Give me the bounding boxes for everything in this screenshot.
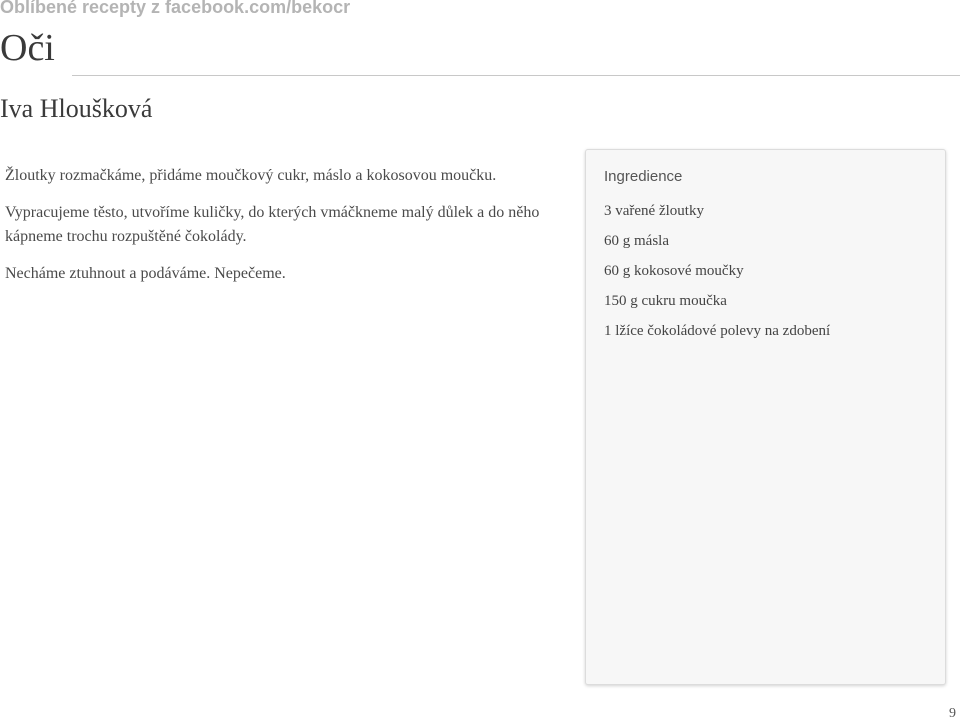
ingredients-list (604, 201, 830, 351)
instructions (5, 164, 570, 299)
page-number: 9 (949, 706, 956, 721)
instruction-paragraph: Žloutky rozmačkáme, přidáme moučkový cukr, máslo a kokosovou moučku. (5, 167, 497, 184)
ingredients-panel (585, 149, 946, 685)
ingredients-heading: Ingredience (604, 168, 683, 185)
ingredient-item: 60 g másla (604, 233, 669, 249)
instruction-paragraph: Vypracujeme těsto, utvoříme kuličky, do kterých vmáčkneme malý důlek a do něho kápneme trochu rozpuštěné čokolády. (5, 204, 540, 245)
ingredient-item: 60 g kokosové moučky (604, 263, 744, 279)
instruction-paragraph: Necháme ztuhnout a podáváme. Nepečeme. (5, 265, 286, 282)
book-title: Oblíbené recepty z facebook.com/bekocr (0, 0, 351, 17)
title-divider (72, 75, 960, 76)
recipe-author: Iva Hloušková (0, 94, 153, 123)
ingredient-item: 1 lžíce čokoládové polevy na zdobení (604, 323, 831, 339)
recipe-title: Oči (0, 27, 55, 69)
ingredient-item: 150 g cukru moučka (604, 293, 727, 309)
ingredient-item: 3 vařené žloutky (604, 203, 704, 219)
